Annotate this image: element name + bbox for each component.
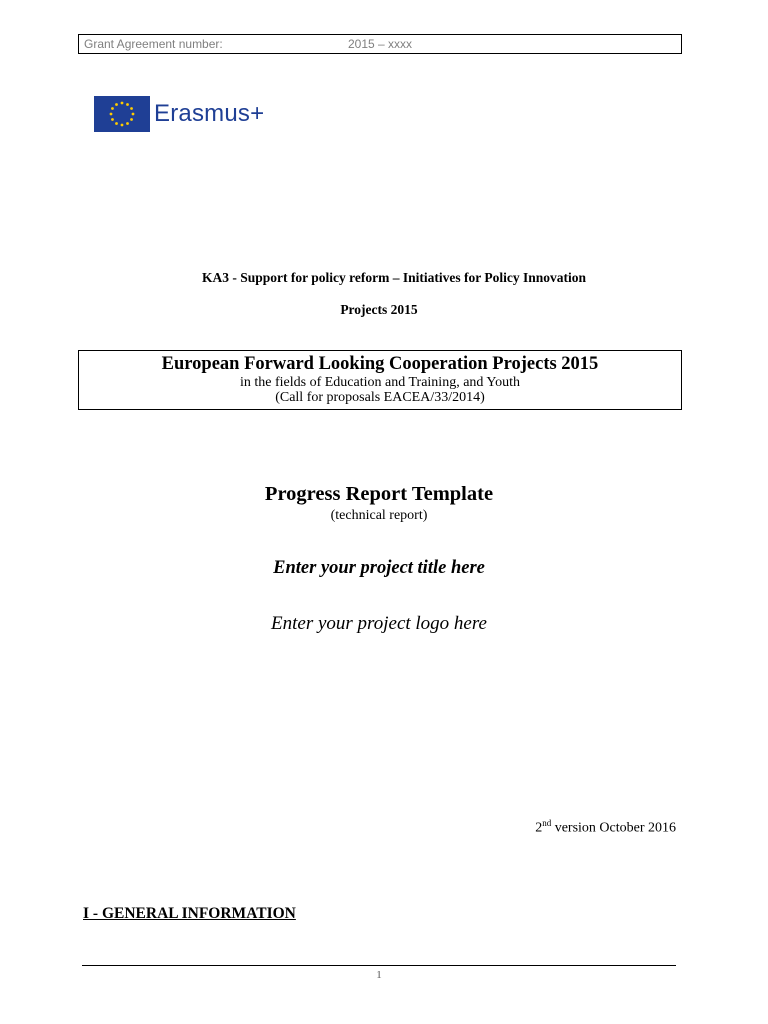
logo-text: Erasmus+ [154,100,265,127]
erasmus-logo [94,96,264,132]
flag-star [110,113,113,116]
version-number: 2 [535,820,543,836]
project-title-placeholder[interactable]: Enter your project title here [273,558,485,578]
grant-agreement-box [78,34,682,54]
flag-star [130,107,133,110]
flag-star [126,103,129,106]
report-subtitle: (technical report) [330,508,428,523]
footer-divider [82,965,676,966]
flag-star [115,103,118,106]
action-line: KA3 - Support for policy reform – Initiatives for Policy Innovation [202,270,586,285]
flag-star [121,102,124,105]
project-logo-placeholder[interactable]: Enter your project logo here [271,613,487,634]
call-box-call: (Call for proposals EACEA/33/2014) [275,390,485,405]
version-note [535,818,676,837]
grant-agreement-label: Grant Agreement number: [84,37,223,51]
eu-flag-icon [94,96,150,132]
flag-star [115,122,118,125]
flag-star [126,122,129,125]
call-box-title: European Forward Looking Cooperation Projects 2015 [161,354,599,374]
report-title: Progress Report Template [264,483,494,505]
page-number: 1 [376,969,382,981]
section-heading: I - GENERAL INFORMATION [83,905,296,922]
version-suffix: nd [542,818,552,828]
flag-star [132,113,135,116]
projects-line: Projects 2015 [340,302,418,317]
call-box-fields: in the fields of Education and Training, and Youth [240,375,520,390]
flag-star [121,124,124,127]
grant-agreement-value: 2015 – xxxx [348,37,413,51]
flag-star [111,107,114,110]
flag-star [111,118,114,121]
flag-star [130,118,133,121]
version-text: version October 2016 [551,820,676,836]
call-box [78,350,682,410]
